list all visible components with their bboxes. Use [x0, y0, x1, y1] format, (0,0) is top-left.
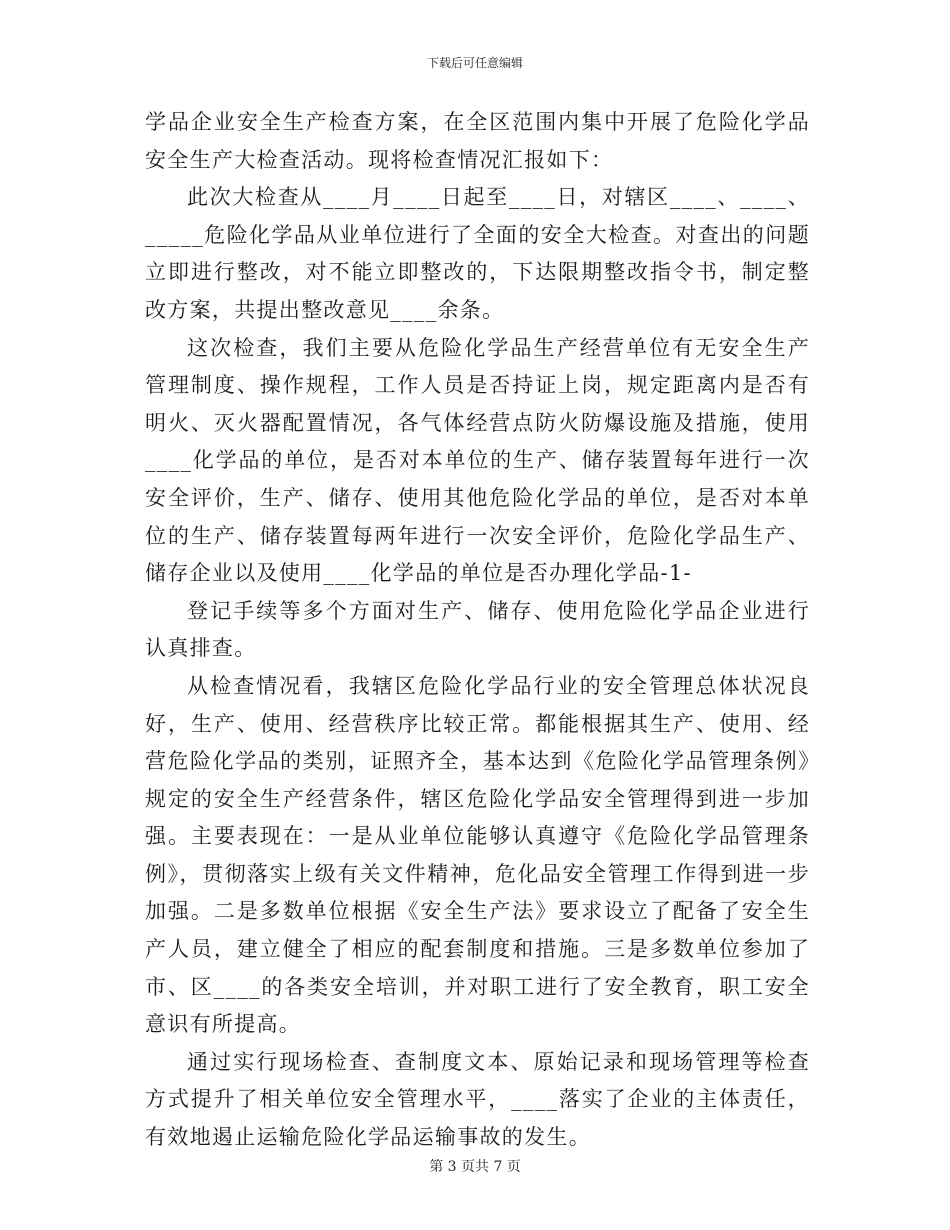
paragraph-inspection-items: 这次检查，我们主要从危险化学品生产经营单位有无安全生产管理制度、操作规程，工作人员是否持证上岗，规定距离内是否有明火、灭火器配置情况，各气体经营点防火防爆设施及措施，使用____化学品的单位，是否对本单位的生产、储存装置每年进行一次安全评价，生产、储存、使用其他危险化学品的单位，是否对本单位的生产、储存装置每两年进行一次安全评价，危险化学品生产、储存企业以及使用____化学品的单位是否办理化学品-1- [145, 335, 810, 586]
page-header-note: 下载后可任意编辑 [426, 56, 523, 70]
paragraph-findings: 从检查情况看，我辖区危险化学品行业的安全管理总体状况良好，生产、使用、经营秩序比较正常。都能根据其生产、使用、经营危险化学品的类别，证照齐全，基本达到《危险化学品管理条例》规定的安全生产经营条件，辖区危险化学品安全管理得到进一步加强。主要表现在：一是从业单位能够认真遵守《危险化学品管理条例》，贯彻落实上级有关文件精神，危化品安全管理工作得到进一步加强。二是多数单位根据《安全生产法》要求设立了配备了安全生产人员，建立健全了相应的配套制度和措施。三是多数单位参加了市、区____的各类安全培训，并对职工进行了安全教育，职工安全意识有所提高。 [145, 673, 810, 1037]
paragraph-conclusion: 通过实行现场检查、查制度文本、原始记录和现场管理等检查方式提升了相关单位安全管理水平，____落实了企业的主体责任，有效地遏止运输危险化学品运输事故的发生。 [145, 1049, 810, 1150]
paragraph-registration: 登记手续等多个方面对生产、储存、使用危险化学品企业进行认真排查。 [145, 598, 810, 661]
page-number: 第 3 页共 7 页 [429, 1159, 521, 1175]
paragraph-inspection-scope: 此次大检查从____月____日起至____日，对辖区____、____、_____危险化学品从业单位进行了全面的安全大检查。对查出的问题立即进行整改，对不能立即整改的，下达限期整改指令书，制定整改方案，共提出整改意见____余条。 [145, 185, 810, 322]
document-body [145, 104, 810, 1157]
paragraph-intro: 学品企业安全生产检查方案，在全区范围内集中开展了危险化学品安全生产大检查活动。现将检查情况汇报如下： [145, 110, 810, 172]
